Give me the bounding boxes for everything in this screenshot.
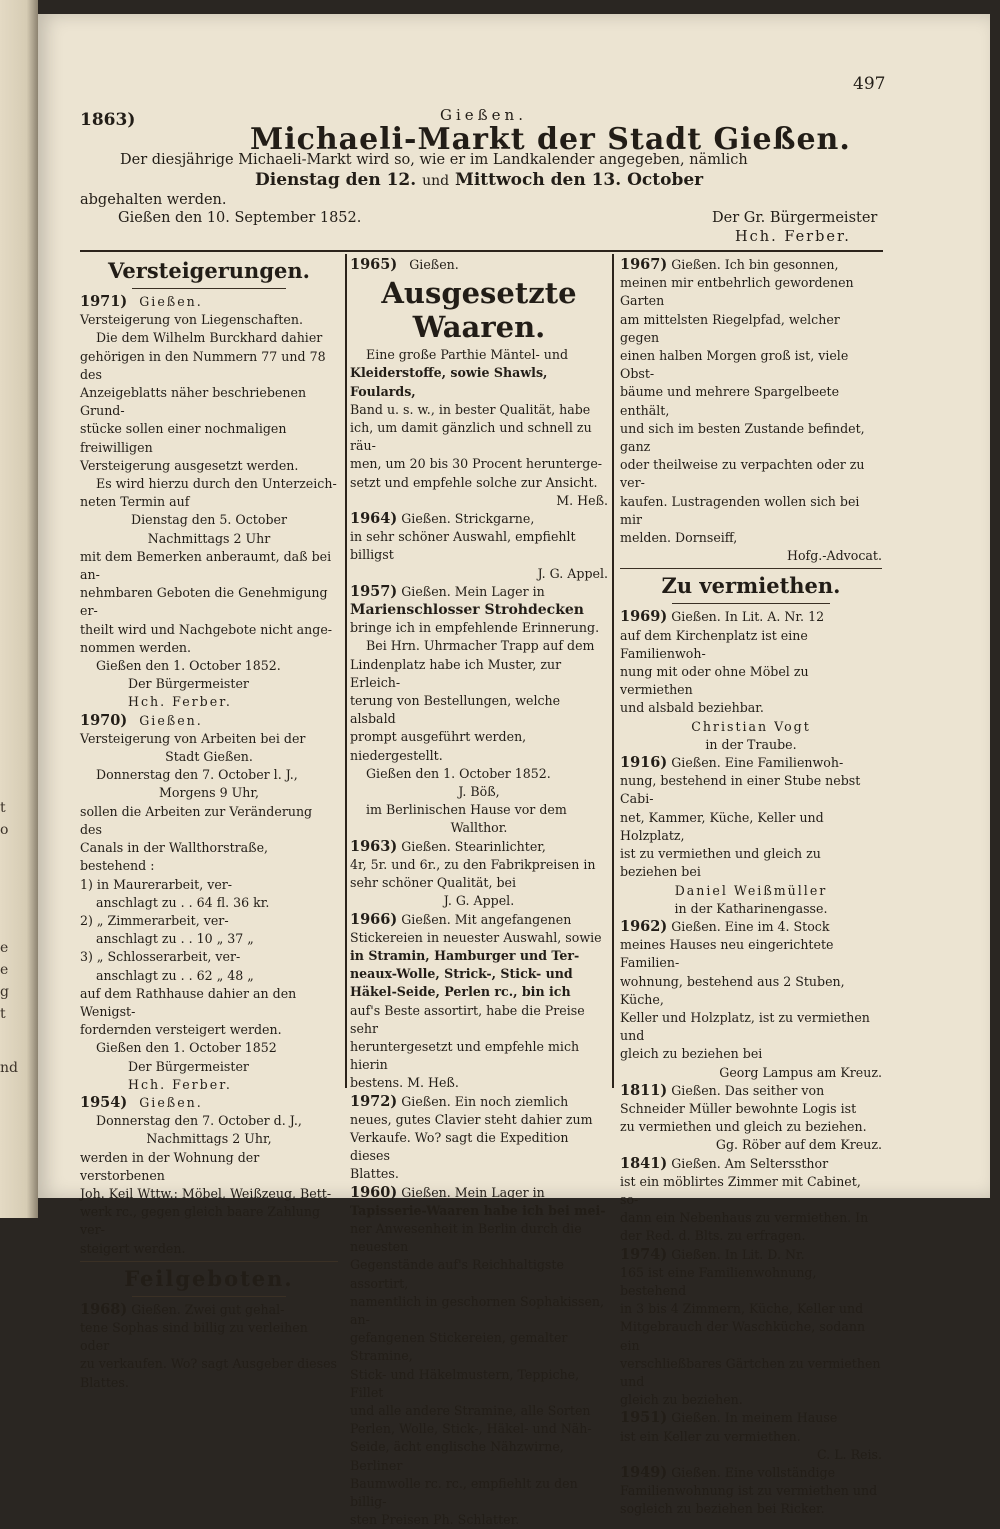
ad-line: kaufen. Lustragenden wollen sich bei mir — [620, 493, 860, 527]
edge-fragment: g — [0, 984, 9, 1000]
ad-line: Stadt Gießen. — [165, 749, 253, 765]
ad-signature: C. L. Reis. — [817, 1446, 882, 1462]
ad-line: setzt und empfehle solche zur Ansicht. — [350, 474, 598, 490]
header-ad-number: 1863) — [80, 110, 136, 130]
ad-line: Familienwohnung ist zu vermiethen und — [620, 1483, 878, 1499]
ad-line: Gießen. Ein noch ziemlich — [401, 1093, 569, 1109]
ad-line: auf dem Kirchenplatz ist eine Familienwoh- — [620, 627, 808, 661]
ad-line: auf's Beste assortirt, habe die Preise sehr — [350, 1002, 585, 1036]
edge-fragment: e — [0, 962, 9, 978]
ad-line: anschlagt zu . . 62 „ 48 „ — [96, 967, 254, 983]
ad-city: Gießen. — [409, 257, 459, 272]
header-city: Gießen. — [440, 106, 527, 124]
ad-line: gefangenen Stickereien, gemalter Stramine, — [350, 1330, 568, 1364]
ad-line: melden. Dornseiff, — [620, 530, 738, 546]
ad-line: Gegenstände auf's Reichhaltigste assortirt, — [350, 1257, 564, 1291]
date-first: Dienstag den 12. — [255, 170, 417, 190]
ad-signature: M. Heß. — [556, 492, 608, 508]
ad-line: Blattes. — [80, 1374, 129, 1390]
ad-number: 1963) — [350, 837, 398, 855]
ad-line: Stickereien in neuester Auswahl, sowie — [350, 929, 602, 945]
ad-line: sehr schöner Qualität, bei — [350, 875, 517, 891]
ad-line: am mittelsten Riegelpfad, welcher gegen — [620, 311, 840, 345]
ad-line: Canals in der Wallthorstraße, bestehend : — [80, 840, 269, 874]
ad-line: men, um 20 bis 30 Procent herunterge- — [350, 456, 603, 472]
ad-line: Perlen, Wolle, Stick-, Häkel- und Näh- — [350, 1421, 592, 1437]
ad-line: wohnung, bestehend aus 2 Stuben, Küche, — [620, 973, 845, 1007]
ad-signature: J. G. Appel. — [443, 893, 515, 909]
ad-line: Eine große Parthie Mäntel- und — [366, 347, 569, 363]
ad-line: Seide, ächt englische Nähzwirne, Berliner — [350, 1439, 564, 1473]
ad-line: einen halben Morgen groß ist, viele Obst- — [620, 348, 849, 382]
header-signature: Hch. Ferber. — [735, 229, 851, 245]
ad-signature: Hch. Ferber. — [128, 1076, 232, 1092]
ad-line: Gießen den 1. October 1852. — [96, 658, 281, 674]
ad-line: Wallthor. — [450, 820, 508, 836]
ad-line: steigert werden. — [80, 1240, 186, 1256]
section-rule — [620, 568, 882, 569]
ad-line: Versteigerung von Arbeiten bei der — [80, 730, 306, 746]
ad-line: Versteigerung ausgesetzt werden. — [80, 457, 299, 473]
ad-line: bringe ich in empfehlende Erinnerung. — [350, 620, 600, 636]
section-rule — [672, 603, 829, 604]
ad-number: 1951) — [620, 1409, 668, 1427]
ad-line: Nachmittags 2 Uhr, — [146, 1131, 272, 1147]
page-number: 497 — [853, 74, 886, 94]
ad-signature: Der Bürgermeister — [128, 676, 249, 692]
ad-line: Gießen. Am Selterssthor — [671, 1155, 829, 1171]
ad-line: sogleich zu beziehen bei Ricker. — [620, 1501, 825, 1517]
header-dates — [255, 170, 703, 190]
ad-line: mit dem Bemerken anberaumt, daß bei an- — [80, 548, 332, 583]
ad-line: Versteigerung von Liegenschaften. — [80, 312, 303, 328]
ad-signature: Der Bürgermeister — [128, 1058, 249, 1074]
ad-line: Gießen. Das seither von — [671, 1082, 825, 1098]
edge-fragment: t — [0, 1006, 6, 1022]
ad-line: Gießen. Eine Familienwoh- — [671, 755, 844, 771]
ad-number: 1811) — [620, 1081, 668, 1099]
ad-line: Gießen. Ich bin gesonnen, — [671, 257, 839, 272]
ad-line: Dienstag den 5. October — [131, 512, 287, 528]
ad-line: zu vermiethen und gleich zu beziehen. — [620, 1119, 867, 1135]
ad-line: Gießen. Mein Lager in — [401, 1184, 545, 1200]
ad-line: Donnerstag den 7. October d. J., — [96, 1113, 302, 1129]
ad-line: nung, bestehend in einer Stube nebst Cabi- — [620, 773, 861, 807]
ad-line: Gießen. Eine im 4. Stock — [671, 918, 830, 934]
column-rule — [612, 254, 614, 1088]
date-second: Mittwoch den 13. October — [455, 170, 704, 190]
ad-line: Stick- und Häkelmustern, Teppiche, Fillet — [350, 1366, 580, 1400]
ad-line: ist ein Keller zu vermiethen. — [620, 1428, 801, 1444]
ad-number: 1971) — [80, 293, 128, 310]
ad-line: tene Sophas sind billig zu verleihen oder — [80, 1319, 308, 1354]
ad-signature: J. Böß, — [458, 784, 500, 800]
ad-line: nehmbaren Geboten die Genehmigung er- — [80, 585, 328, 619]
ad-line: gleich zu beziehen bei — [620, 1046, 763, 1062]
ad-line: Die dem Wilhelm Burckhard dahier — [96, 330, 323, 346]
ad-line: gleich zu beziehen. — [620, 1392, 743, 1408]
ad-line: theilt wird und Nachgebote nicht ange- — [80, 621, 333, 637]
ad-signature: Hch. Ferber. — [128, 694, 232, 710]
ad-line: ner Anwesenheit in Berlin durch die neuesten — [350, 1220, 582, 1255]
section-rule — [132, 288, 287, 289]
ad-line: Gießen. In meinem Hause — [671, 1410, 838, 1426]
ad-line: Lindenplatz habe ich Muster, zur Erleich- — [350, 656, 562, 690]
edge-fragment: t — [0, 800, 6, 816]
ad-number: 1962) — [620, 917, 668, 935]
ad-line: in 3 bis 4 Zimmern, Küche, Keller und — [620, 1301, 864, 1317]
column-2 — [350, 256, 608, 1529]
ad-line: neaux-Wolle, Strick-, Stick- und — [350, 966, 573, 982]
ad-line: im Berlinischen Hause vor dem — [366, 802, 567, 818]
section-heading: Versteigerungen. — [108, 258, 310, 283]
ad-line: Gießen. Zwei gut gehal- — [131, 1301, 285, 1317]
edge-fragment: nd — [0, 1060, 18, 1076]
ad-line: Tapisserie-Waaren habe ich bei mei- — [350, 1202, 606, 1218]
edge-fragment: o — [0, 822, 9, 838]
ad-line: neten Termin auf — [80, 494, 190, 510]
ad-line: fordernden versteigert werden. — [80, 1022, 282, 1038]
ad-number: 1954) — [80, 1093, 128, 1111]
ad-city: Gießen. — [139, 712, 203, 728]
ad-number: 1968) — [80, 1300, 128, 1318]
ad-line: terung von Bestellungen, welche alsbald — [350, 693, 561, 727]
ad-number: 1916) — [620, 754, 668, 772]
ad-line: auf dem Rathhause dahier an den Wenigst- — [80, 985, 297, 1019]
ad-number: 1965) — [350, 256, 398, 273]
header-rule — [80, 250, 883, 252]
section-heading: Feilgeboten. — [124, 1265, 294, 1291]
ad-line: ist zu vermiethen und gleich zu beziehen bei — [620, 846, 821, 880]
ad-line: Gießen den 1. October 1852 — [96, 1040, 277, 1056]
column-rule — [345, 254, 347, 1088]
ad-line: 2) „ Zimmerarbeit, ver- — [80, 912, 229, 928]
ad-line: Verkaufe. Wo? sagt die Expedition dieses — [350, 1129, 569, 1164]
ad-line: zu verkaufen. Wo? sagt Ausgeber dieses — [80, 1356, 337, 1372]
ad-line: ich, um damit gänzlich und schnell zu räu- — [350, 420, 592, 454]
ad-line: heruntergesetzt und empfehle mich hierin — [350, 1038, 580, 1073]
ad-city: Gießen. — [139, 1094, 203, 1110]
ad-line: werk rc., gegen gleich baare Zahlung ver- — [80, 1204, 321, 1238]
ad-line: Blattes. — [350, 1166, 399, 1182]
ad-number: 1972) — [350, 1092, 398, 1110]
ad-line: Gießen. Mein Lager in — [401, 583, 545, 599]
ad-city: Gießen. — [139, 294, 203, 309]
header-line: Der diesjährige Michaeli-Markt wird so, wie er im Landkalender angegeben, nämlich — [120, 152, 748, 168]
ad-number: 1974) — [620, 1245, 668, 1263]
ad-line: Keller und Holzplatz, ist zu vermiethen und — [620, 1009, 870, 1044]
ad-line: bestens. M. Heß. — [350, 1075, 459, 1091]
ad-line: Gießen. Mit angefangenen — [401, 911, 572, 927]
ad-line: in Stramin, Hamburger und Ter- — [350, 947, 580, 963]
ad-line: Schneider Müller bewohnte Logis ist — [620, 1100, 857, 1116]
ad-line: oder theilweise zu verpachten oder zu ver- — [620, 457, 865, 491]
ad-line: sollen die Arbeiten zur Veränderung des — [80, 803, 313, 837]
header-line: abgehalten werden. — [80, 192, 227, 208]
ad-line: in der Traube. — [705, 736, 797, 752]
ad-line: Band u. s. w., in bester Qualität, habe — [350, 401, 591, 417]
section-rule — [132, 1296, 287, 1297]
ad-line: Joh. Keil Wttw.: Möbel, Weißzeug, Bett- — [80, 1185, 332, 1201]
ad-line: anschlagt zu . . 10 „ 37 „ — [96, 931, 254, 947]
ad-line: stücke sollen einer nochmaligen freiwilligen — [80, 421, 287, 455]
ad-line: Gießen den 1. October 1852. — [366, 765, 551, 781]
edge-fragment: e — [0, 940, 9, 956]
ad-line: neues, gutes Clavier steht dahier zum — [350, 1111, 593, 1127]
ad-line: bäume und mehrere Spargelbeete enthält, — [620, 384, 840, 418]
ad-line: 4r, 5r. und 6r., zu den Fabrikpreisen in — [350, 856, 596, 872]
ad-line: meines Hauses neu eingerichtete Familien- — [620, 937, 834, 971]
section-heading: Zu vermiethen. — [661, 573, 841, 599]
ad-line: Mitgebrauch der Waschküche, sodann ein — [620, 1319, 866, 1353]
column-1 — [80, 256, 338, 1392]
ad-signature: Gg. Röber auf dem Kreuz. — [715, 1137, 882, 1153]
ad-line: 3) „ Schlosserarbeit, ver- — [80, 949, 241, 965]
header-dateline: Gießen den 10. September 1852. — [118, 210, 362, 226]
ad-number: 1841) — [620, 1154, 668, 1172]
ad-line: Morgens 9 Uhr, — [159, 785, 259, 801]
ad-line: prompt ausgeführt werden, niedergestellt. — [350, 729, 527, 763]
ad-line: Bei Hrn. Uhrmacher Trapp auf dem — [366, 638, 595, 654]
ad-line: Donnerstag den 7. October l. J., — [96, 767, 298, 783]
ad-line: Baumwolle rc. rc., empfiehlt zu den billig- — [350, 1475, 578, 1509]
ad-number: 1949) — [620, 1464, 668, 1481]
ad-line: werden in der Wohnung der verstorbenen — [80, 1149, 260, 1183]
ad-signature: Christian Vogt — [691, 718, 811, 734]
ad-line: Häkel-Seide, Perlen rc., bin ich — [350, 984, 571, 1000]
ad-line: 1) in Maurerarbeit, ver- — [80, 876, 233, 892]
ad-line: nommen werden. — [80, 639, 192, 655]
ad-signature: Daniel Weißmüller — [674, 882, 828, 898]
date-conjunction: und — [422, 173, 450, 189]
ad-line: Nachmittags 2 Uhr — [147, 530, 271, 546]
ad-line: net, Kammer, Küche, Keller und Holzplatz, — [620, 809, 824, 843]
ad-number: 1969) — [620, 608, 668, 626]
ad-headline: Ausgesetzte Waaren. — [381, 276, 577, 345]
ad-signature: Hofg.-Advocat. — [786, 548, 882, 564]
ad-line: 165 ist eine Familienwohnung, bestehend — [620, 1264, 817, 1298]
left-page-edge — [0, 0, 38, 1218]
ad-line: Gießen. In Lit. D. Nr. — [671, 1246, 805, 1262]
ad-line: nung mit oder ohne Möbel zu vermiethen — [620, 664, 809, 698]
ad-number: 1966) — [350, 910, 398, 928]
ad-line: Gießen. Eine vollständige — [671, 1465, 836, 1480]
ad-line: gehörigen in den Nummern 77 und 78 des — [80, 348, 326, 382]
ad-number: 1964) — [350, 510, 398, 528]
ad-line: und sich im besten Zustande befindet, ganz — [620, 420, 865, 455]
ad-signature: J. G. Appel. — [537, 565, 608, 581]
header-title: Michaeli-Markt der Stadt Gießen. — [250, 122, 851, 157]
ad-number: 1970) — [80, 711, 128, 729]
ad-line: Kleiderstoffe, sowie Shawls, Foulards, — [350, 365, 548, 399]
ad-line: Gießen. Stearinlichter, — [401, 838, 546, 854]
section-rule — [80, 1261, 338, 1262]
ad-number: 1960) — [350, 1183, 398, 1201]
ad-line: Gießen. In Lit. A. Nr. 12 — [671, 609, 825, 625]
ad-line: Es wird hierzu durch den Unterzeich- — [96, 476, 337, 492]
ad-line: Marienschlosser Strohdecken — [350, 602, 584, 619]
ad-line: in der Katharinengasse. — [674, 900, 828, 916]
ad-number: 1957) — [350, 582, 398, 600]
ad-line: Gießen. Strickgarne, — [401, 511, 535, 527]
ad-line: anschlagt zu . . 64 fl. 36 kr. — [96, 894, 270, 910]
ad-line: sten Preisen Ph. Schlatter. — [350, 1512, 520, 1528]
ad-signature: Georg Lampus am Kreuz. — [719, 1064, 882, 1080]
ad-line: namentlich in geschornen Sophakissen, an- — [350, 1293, 605, 1327]
ad-line: dann ein Nebenhaus zu vermiethen. In — [620, 1210, 869, 1226]
ad-line: verschließbares Gärtchen zu vermiethen und — [620, 1355, 881, 1389]
ad-line: ist ein möblirtes Zimmer mit Cabinet, so- — [620, 1173, 861, 1207]
ad-number: 1967) — [620, 256, 668, 273]
column-3 — [620, 256, 882, 1519]
header-signature: Der Gr. Bürgermeister — [712, 210, 878, 226]
ad-line: und alle andere Stramine, alle Sorten — [350, 1402, 591, 1418]
ad-line: der Red. d. Blts. zu erfragen. — [620, 1228, 806, 1244]
ad-line: Anzeigeblatts näher beschriebenen Grund- — [80, 385, 307, 419]
ad-line: meinen mir entbehrlich gewordenen Garten — [620, 275, 854, 309]
ad-line: in sehr schöner Auswahl, empfiehlt billigst — [350, 529, 576, 563]
ad-line: und alsbald beziehbar. — [620, 700, 764, 716]
